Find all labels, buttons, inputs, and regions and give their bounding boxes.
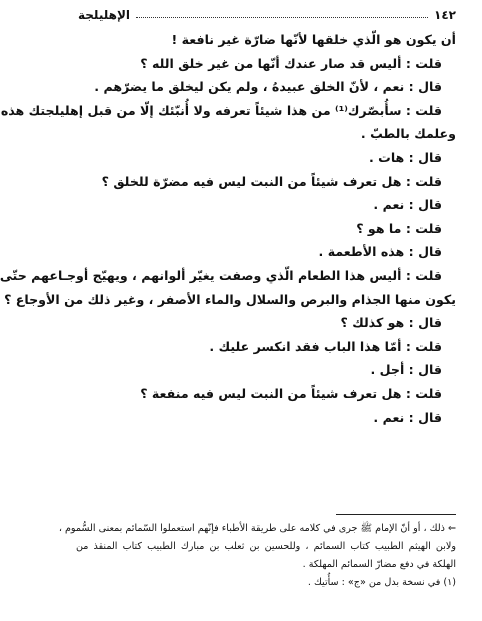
text-line: قلت : أليس هذا الطعام الّذي وصفت يغيّر ألوانهم ، ويهيّج أوجـاعهم حتّى xyxy=(0,267,442,283)
footnote-line: الهلكة في دفع مضارّ السمائم المهلكة . xyxy=(302,559,456,570)
text-line: قال : نعم . xyxy=(373,409,442,425)
text-line: قلت : سأُبصّرك⁽¹⁾ من هذا شيئاً تعرفه ولا أُنبّئك إلّا من قبل إهليلجتك هذه xyxy=(0,102,442,118)
footnote-separator xyxy=(336,514,456,515)
text-line: وعلمك بالطبّ . xyxy=(360,126,456,142)
text-line: قلت : ما هو ؟ xyxy=(356,220,442,236)
text-line: قال : هذه الأطعمة . xyxy=(318,244,442,260)
text-line: قلت : هل تعرف شيئاً من النبت ليس فيه مضرّة للخلق ؟ xyxy=(101,173,442,189)
text-line: قال : هو كذلك ؟ xyxy=(340,315,442,331)
text-line: قلت : هل تعرف شيئاً من النبت ليس فيه منفعة ؟ xyxy=(140,385,442,401)
text-line: قلت : أمّا هذا الباب فقد انكسر عليك . xyxy=(209,338,442,354)
text-line: قال : أجل . xyxy=(370,362,442,378)
text-line: يكون منها الجذام والبرص والسلال والماء الأصفر ، وغير ذلك من الأوجاع ؟ xyxy=(4,291,456,307)
running-title: الإهليلجة xyxy=(78,8,130,22)
page-header xyxy=(78,4,456,22)
main-text xyxy=(0,28,456,429)
text-line: قال : هات . xyxy=(369,149,442,165)
footnote-line: ⇐ ذلك ، أو أنّ الإمام ﷺ جرى في كلامه على طريقة الأطباء فإنّهم استعملوا السّمائم بمعنى السُّموم ، xyxy=(58,523,456,534)
page-number: ١٤٢ xyxy=(434,8,456,22)
text-line: قال : نعم . xyxy=(373,197,442,213)
text-line: قال : نعم ، لأنّ الخلق عبيدهُ ، ولم يكن ليخلق ما يضرّهم . xyxy=(94,79,442,95)
footnote-line: ولابن الهيثم الطبيب كتاب السمائم ، وللحسين بن ثعلب بن مبارك الطبيب كتاب المنقذ من xyxy=(76,541,456,552)
header-dotted-leader xyxy=(136,17,428,18)
footnotes xyxy=(58,520,456,592)
footnote-line: (١) في نسخة بدل من «ج» : سأُتيك . xyxy=(307,577,456,588)
text-line: أن يكون هو الّذي خلقها لأنّها ضارّة غير نافعة ! xyxy=(171,32,456,47)
text-line: قلت : أليس قد صار عندك أنّها من غير خلق الله ؟ xyxy=(140,55,442,71)
